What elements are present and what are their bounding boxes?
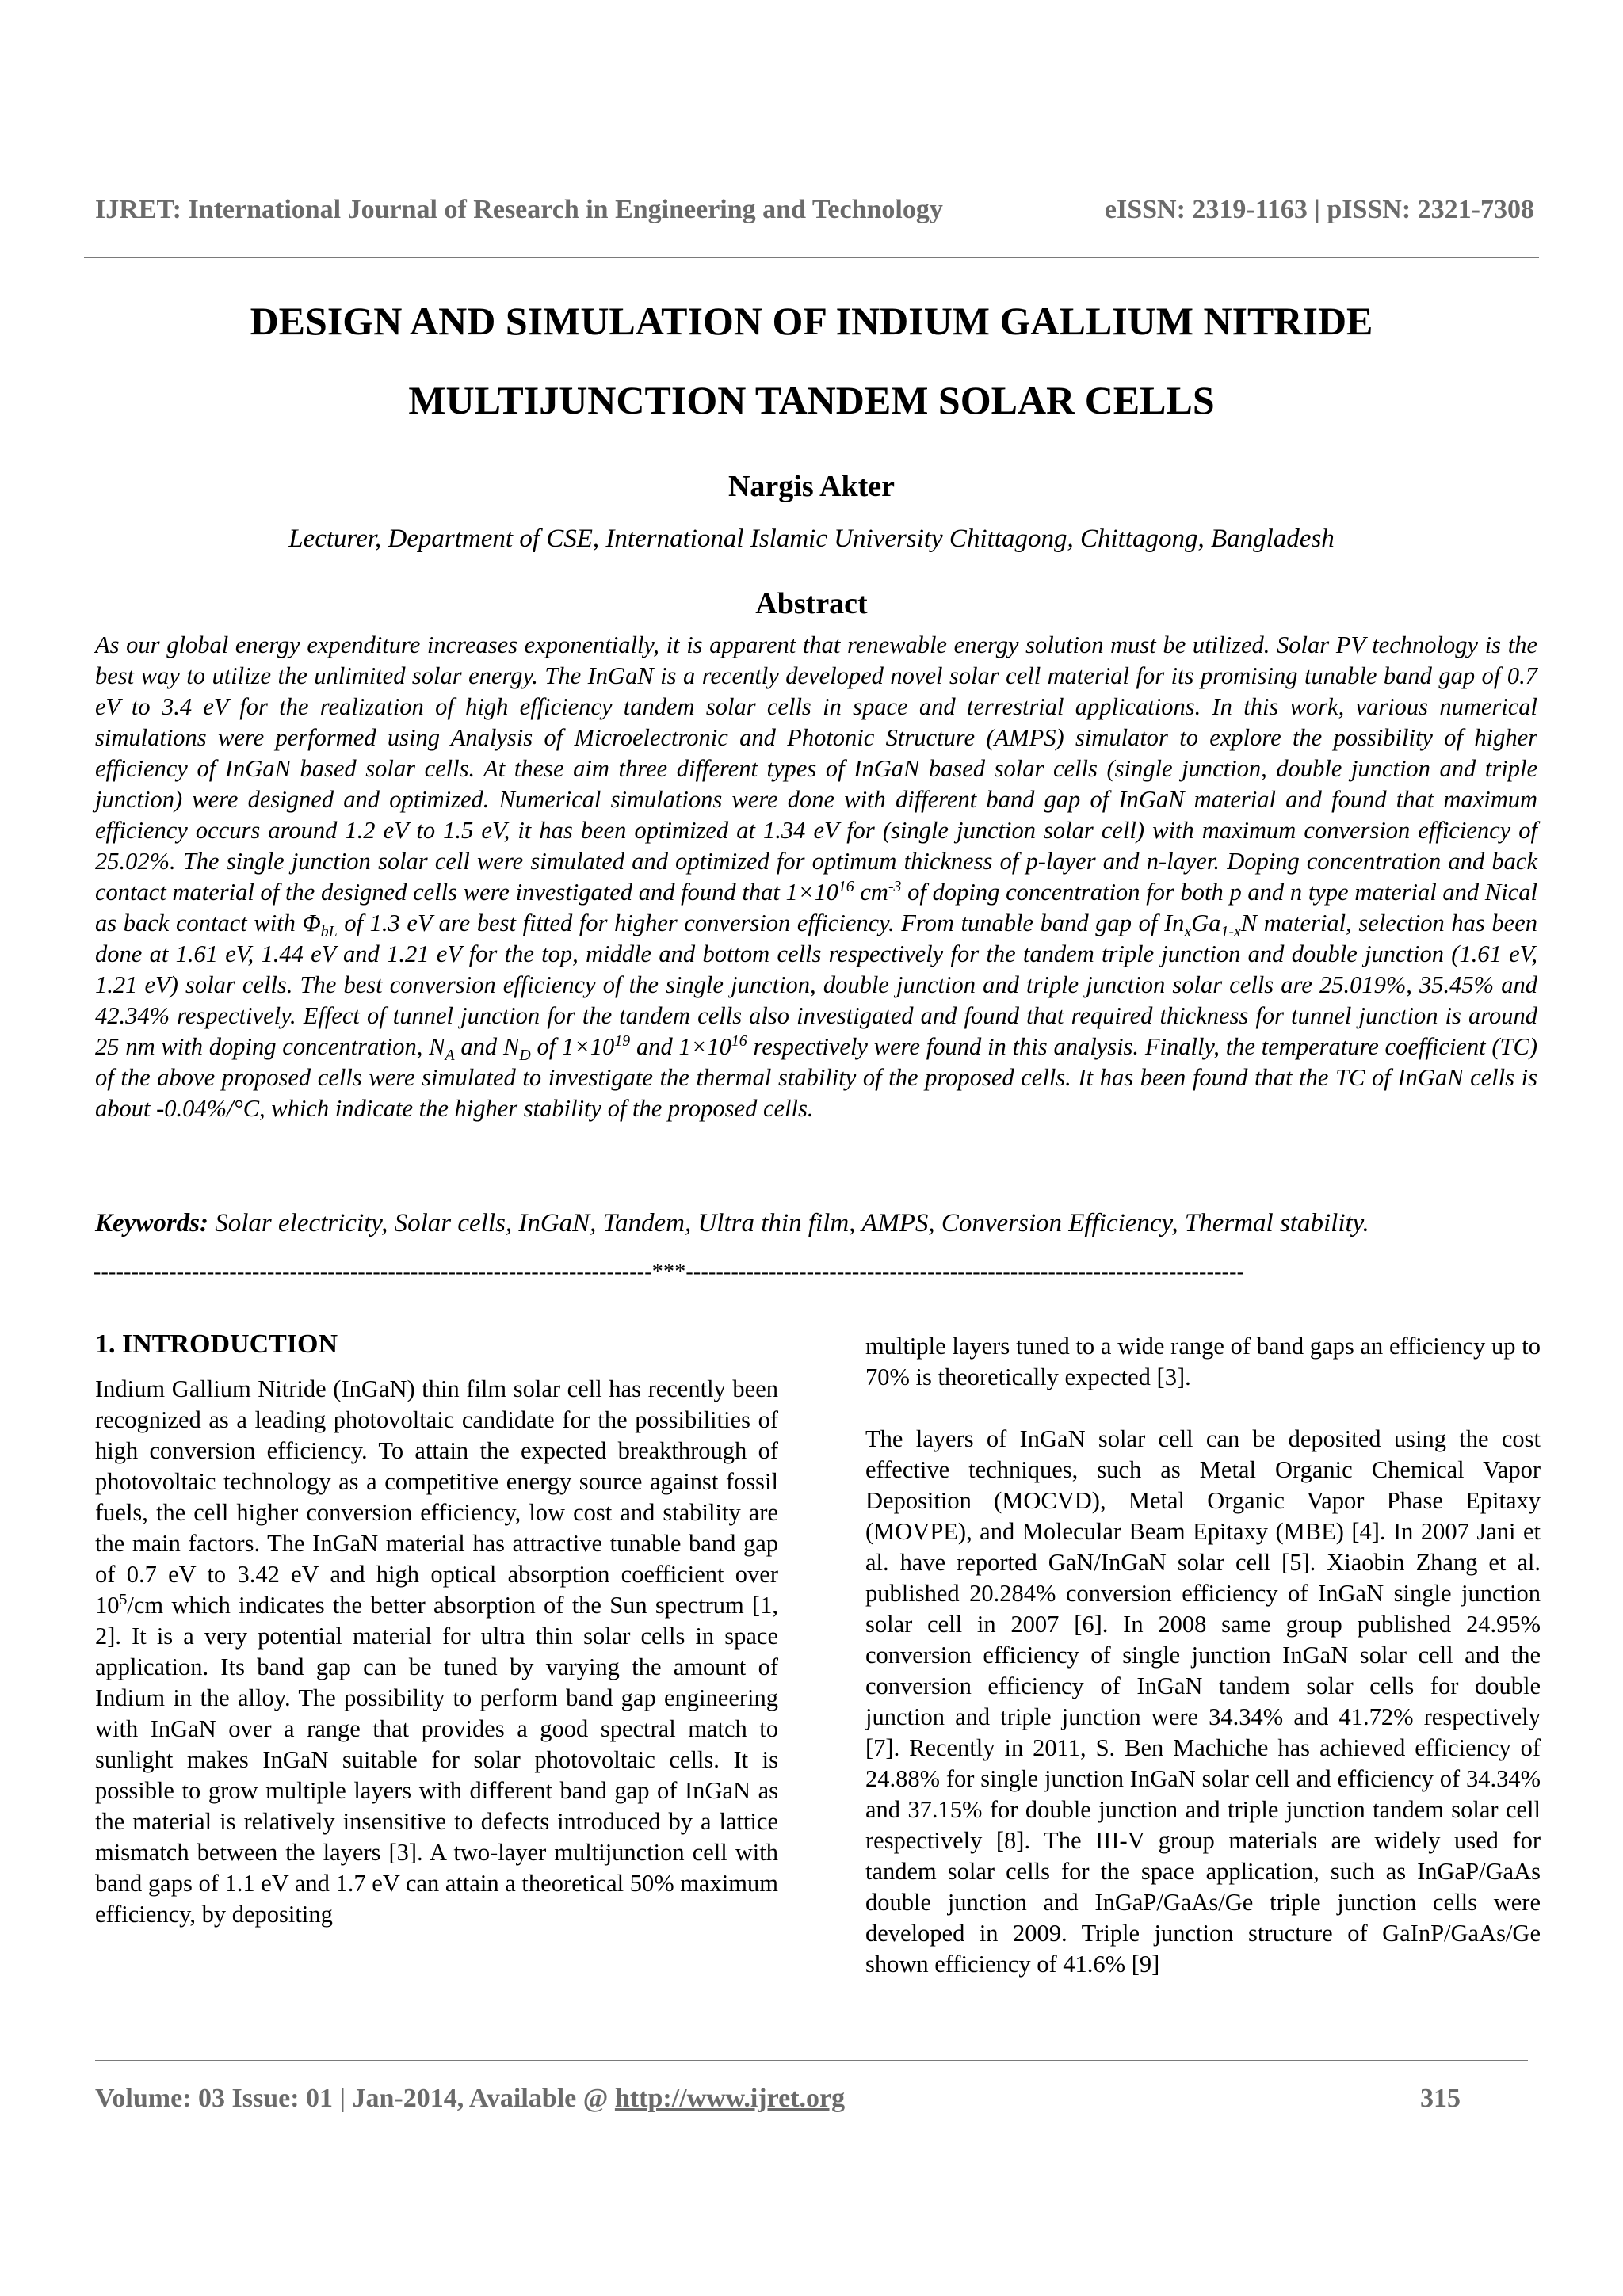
journal-name: IJRET: International Journal of Research in Engineering and Technology [95,195,943,224]
abstract-heading: Abstract [755,587,868,620]
journal-issn: eISSN: 2319-1163 | pISSN: 2321-7308 [1104,195,1534,224]
paper-title-line-1: DESIGN AND SIMULATION OF INDIUM GALLIUM NITRIDE [250,299,1373,343]
introduction-paragraph-1-continued: multiple layers tuned to a wide range of band gaps an efficiency up to 70% is theoretically expected [3]. [865,1333,1541,1390]
introduction-paragraph-1: Indium Gallium Nitride (InGaN) thin film solar cell has recently been recognized as a leading photovoltaic candidate for the possibilities of high conversion efficiency. To attain the expected breakthrough of photovoltaic technology as a competitive energy source against fossil fuels, the cell higher conversion efficiency, low cost and stability are the main factors. The InGaN material has attractive tunable band gap of 0.7 eV to 3.42 eV and high optical absorption coefficient over $10^5/cm$ which indicates the better absorption of the Sun spectrum [1, 2]. It is a very potential material for ultra thin solar cells in space application. Its band gap can be tuned by varying the amount of Indium in the alloy. The possibility to perform band gap engineering with InGaN over a range that provides a good spectral match to sunlight makes InGaN suitable for solar photovoltaic cells. It is possible to grow multiple layers with different band gap of InGaN as the material is relatively insensitive to defects introduced by a lattice mismatch between the layers [3]. A two-layer multijunction cell with band gaps of 1.1 eV and 1.7 eV can attain a theoretical 50% maximum efficiency, by depositing [95,1375,778,1928]
footer-volume-info: Volume: 03 Issue: 01 | Jan-2014, Available @ http://www.ijret.org [95,2084,846,2113]
keywords [95,1209,1545,1238]
introduction-right-column [865,1331,1541,1980]
journal-url-link[interactable]: http://www.ijret.org [614,2084,846,2113]
paper-title-line-2: MULTIJUNCTION TANDEM SOLAR CELLS [408,378,1215,422]
footer-divider [95,2060,1528,2061]
author-affiliation: Lecturer, Department of CSE, International Islamic University Chittagong, Chittagong, Bangladesh [288,524,1335,553]
paper-title [0,281,1623,440]
introduction-paragraph-2: The layers of InGaN solar cell can be deposited using the cost effective techniques, such as Metal Organic Chemical Vapor Deposition (MOCVD), Metal Organic Vapor Phase Epitaxy (MOVPE), and Molecular Beam Epitaxy (MBE) [4]. In 2007 Jani et al. have reported GaN/InGaN solar cell [5]. Xiaobin Zhang et al. published 20.284% conversion efficiency of InGaN single junction solar cell in 2007 [6]. In 2008 same group published 24.95% conversion efficiency of single junction InGaN solar cell and the conversion efficiency of InGaN tandem solar cells for double junction and triple junction were 34.34% and 41.72% respectively [7]. Recently in 2011, S. Ben Machiche has achieved efficiency of 24.88% for single junction InGaN solar cell and efficiency of 34.34% and 37.15% for double junction and triple junction tandem solar cell respectively [8]. The III-V group materials are widely used for tandem solar cells for the space application, such as InGaP/GaAs double junction and InGaP/GaAs/Ge triple junction cells were developed in 2009. Triple junction structure of GaInP/GaAs/Ge shown efficiency of 41.6% [9] [865,1425,1541,1978]
abstract-text: As our global energy expenditure increases exponentially, it is apparent that renewable energy solution must be utilized. Solar PV technology is the best way to utilize the unlimited solar energy. The InGaN is a recently developed novel solar cell material for its promising tunable band gap of 0.7 eV to 3.4 eV for the realization of high efficiency tandem solar cells in space and terrestrial applications. In this work, various numerical simulations were performed using Analysis of Microelectronic and Photonic Structure (AMPS) simulator to explore the possibility of higher efficiency of InGaN based solar cells. At these aim three different types of InGaN based solar cells (single junction, double junction and triple junction) were designed and optimized. Numerical simulations were done with different band gap of InGaN material and found that maximum efficiency occurs around 1.2 eV to 1.5 eV, it has been optimized at 1.34 eV for (single junction solar cell) with maximum conversion efficiency of 25.02%. The single junction solar cell were simulated and optimized for optimum thickness of p-layer and n-layer. Doping concentration and back contact material of the designed cells were investigated and found that $1\times 10^{16}$ $cm^{-3}$ of doping concentration for both p and n type material and Nical as back contact with $\Phi_{bL}$ of 1.3 eV are best fitted for higher conversion efficiency. From tunable band gap of $In_xGa_{1-x}N$ material, selection has been done at 1.61 eV, 1.44 eV and 1.21 eV for the top, middle and bottom cells respectively for the tandem triple junction and double junction (1.61 eV, 1.21 eV) solar cells. The best conversion efficiency of the single junction, double junction and triple junction solar cells are 25.019%, 35.45% and 42.34% respectively. Effect of tunnel junction for the tandem cells also investigated and found that required thickness for tunnel junction is around 25 nm with doping concentration, $N_A$ and $N_D$ of $1\times 10^{19}$ and $1\times 10^{16}$ respectively were found in this analysis. Finally, the temperature coefficient (TC) of the above proposed cells were simulated to investigate the thermal stability of the proposed cells. It has been found that the TC of InGaN cells is about -0.04%/°C, which indicate the higher stability of the proposed cells. [95,631,1538,1122]
section-divider: --------------------------------------------------------------------------***-------------------------------------------------------------------------- [94,1260,1245,1284]
introduction-heading: 1. INTRODUCTION [95,1329,338,1359]
introduction-left-column [95,1374,778,1930]
page-number: 315 [1420,2084,1461,2113]
header-divider [84,257,1539,258]
keywords-list: Solar electricity, Solar cells, InGaN, Tandem, Ultra thin film, AMPS, Conversion Efficiency, Thermal stability. [208,1209,1369,1238]
author-name: Nargis Akter [727,470,896,503]
keywords-label: Keywords: [95,1209,208,1238]
